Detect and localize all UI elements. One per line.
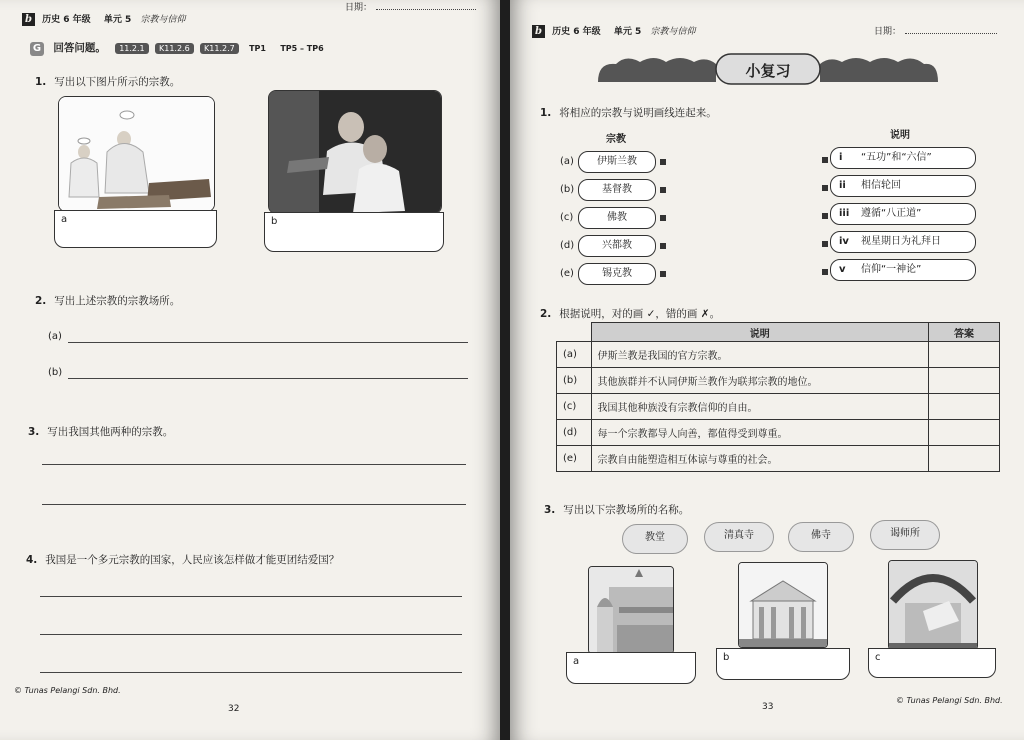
table-row [557,394,1000,420]
skill-tag: K11.2.7 [200,43,239,54]
skill-tag: TP5 – TP6 [280,44,324,53]
question-number: 1. [35,76,47,88]
gurdwara-photo [888,560,978,650]
answer-line[interactable] [68,378,468,379]
connector-dot[interactable] [660,215,666,221]
question-text: 写出我国其他两种的宗教。 [47,426,174,438]
answer-line[interactable] [42,464,466,465]
table-row [557,342,1000,368]
right-header [532,24,695,38]
religion-option[interactable]: 锡克教 [578,263,656,285]
question-text: 我国是一个多元宗教的国家，人民应该怎样做才能更团结爱国？ [45,554,340,566]
book-gutter [500,0,510,740]
option-letter: (e) [560,268,574,279]
religion-option[interactable]: 兴都教 [578,235,656,257]
left-header [22,12,185,26]
description-column-header: 说明 [890,130,910,141]
skill-tag: TP1 [249,44,266,53]
connector-dot[interactable] [822,157,828,163]
row-statement: 我国其他种族没有宗教信仰的自由。 [591,394,929,420]
table-row [557,446,1000,472]
question-text: 将相应的宗教与说明画线连起来。 [559,107,717,119]
table-header-description: 说明 [591,323,929,342]
row-statement: 宗教自由能塑造相互体谅与尊重的社会。 [591,446,929,472]
row-letter: (e) [557,446,592,472]
description-option[interactable] [830,203,976,225]
section-heading [30,40,331,56]
table-header-answer: 答案 [929,323,1000,342]
answer-cell[interactable] [929,420,1000,446]
question-text: 根据说明，对的画 ✓，错的画 ✗。 [559,308,721,320]
description-option[interactable] [830,231,976,253]
connector-dot[interactable] [822,185,828,191]
date-line[interactable] [905,24,997,34]
word-option-cloud: 谒师所 [870,520,940,550]
table-row [557,420,1000,446]
answer-cell[interactable] [929,394,1000,420]
answer-box-a[interactable] [54,210,217,248]
roman-numeral: i [839,152,843,163]
skill-tag: 11.2.1 [115,43,148,54]
question-2 [540,306,720,321]
row-statement: 伊斯兰教是我国的官方宗教。 [591,342,929,368]
question-1 [35,74,180,89]
header-unit: 单元 5 [613,27,642,37]
connector-dot[interactable] [822,213,828,219]
answer-label: b [723,652,730,663]
publisher-logo: b [532,25,545,38]
section-badge: G [30,42,44,56]
answer-label: a [61,214,68,225]
description-option[interactable] [830,175,976,197]
answer-line[interactable] [68,342,468,343]
copyright: © Tunas Pelangi Sdn. Bhd. [14,686,121,695]
answer-cell[interactable] [929,342,1000,368]
connector-dot[interactable] [660,271,666,277]
description-text: 遵循“八正道” [861,208,922,219]
question-number: 2. [35,295,47,307]
religion-option[interactable]: 佛教 [578,207,656,229]
question-number: 3. [544,504,556,516]
row-letter: (b) [557,368,592,394]
option-letter: (c) [560,212,574,223]
page-number: 33 [762,702,774,712]
section-title: 回答问题。 [53,42,106,54]
answer-line[interactable] [40,596,462,597]
row-letter: (c) [557,394,592,420]
mosque-photo [588,566,674,654]
roman-numeral: iv [839,236,849,247]
religion-column-header: 宗教 [606,134,626,145]
question-text: 写出上述宗教的宗教场所。 [54,295,181,307]
header-unit-title: 宗教与信仰 [650,27,696,37]
description-option[interactable] [830,147,976,169]
roman-numeral: iii [839,208,850,219]
church-photo [738,562,828,648]
option-letter: (b) [560,184,575,195]
row-letter: (d) [557,420,592,446]
answer-label: c [875,652,881,663]
header-unit: 单元 5 [103,15,132,25]
church-prayer-photo [268,90,442,214]
question-4 [26,552,339,567]
religion-option[interactable]: 伊斯兰教 [578,151,656,173]
row-statement: 每一个宗教都导人向善，都值得受到尊重。 [591,420,929,446]
header-subject: 历史 6 年级 [42,15,91,25]
answer-label: a [573,656,580,667]
option-letter: (a) [560,156,574,167]
date-field[interactable] [874,24,997,37]
answer-box-a[interactable] [566,652,696,684]
row-statement: 其他族群并不认同伊斯兰教作为联邦宗教的地位。 [591,368,929,394]
true-false-table [556,322,1000,472]
publisher-logo: b [22,13,35,26]
description-text: “五功”和“六信” [861,152,932,163]
question-text: 写出以下宗教场所的名称。 [563,504,690,516]
answer-line[interactable] [40,672,462,673]
skill-tag: K11.2.6 [155,43,194,54]
roman-numeral: v [839,264,846,275]
description-text: 视星期日为礼拜日 [861,236,941,247]
connector-dot[interactable] [822,269,828,275]
word-option-cloud: 佛寺 [788,522,854,552]
right-page [510,0,1024,740]
connector-dot[interactable] [822,241,828,247]
question-3 [28,424,173,439]
date-field[interactable] [345,0,476,13]
header-unit-title: 宗教与信仰 [140,15,186,25]
answer-label: b [271,216,278,227]
answer-box-c[interactable] [868,648,996,678]
question-number: 4. [26,554,38,566]
answer-label: (a) [48,331,62,342]
banner-title: 小复习 [745,62,791,80]
question-text: 写出以下图片所示的宗教。 [54,76,181,88]
word-option-cloud: 清真寺 [704,522,774,552]
date-label: 日期： [345,3,373,13]
question-3 [544,502,689,517]
copyright: © Tunas Pelangi Sdn. Bhd. [896,696,1003,705]
question-number: 2. [540,308,552,320]
answer-box-b[interactable] [264,212,444,252]
table-row [557,368,1000,394]
question-2 [35,293,180,308]
row-letter: (a) [557,342,592,368]
mosque-prayer-photo [58,96,215,212]
question-number: 1. [540,107,552,119]
answer-cell[interactable] [929,368,1000,394]
left-page [0,0,500,740]
religion-option[interactable]: 基督教 [578,179,656,201]
answer-line[interactable] [40,634,462,635]
option-letter: (d) [560,240,575,251]
question-1 [540,105,717,120]
date-label: 日期： [874,27,902,37]
answer-label: (b) [48,367,63,378]
connector-dot[interactable] [660,243,666,249]
connector-dot[interactable] [660,159,666,165]
answer-cell[interactable] [929,446,1000,472]
description-option[interactable] [830,259,976,281]
answer-line[interactable] [42,504,466,505]
connector-dot[interactable] [660,187,666,193]
roman-numeral: ii [839,180,846,191]
description-text: 相信轮回 [861,180,901,191]
description-text: 信仰“一神论” [861,264,922,275]
answer-box-b[interactable] [716,648,850,680]
question-number: 3. [28,426,40,438]
word-option-cloud: 教堂 [622,524,688,554]
header-subject: 历史 6 年级 [552,27,601,37]
date-line[interactable] [376,0,476,10]
page-number: 32 [228,704,240,714]
